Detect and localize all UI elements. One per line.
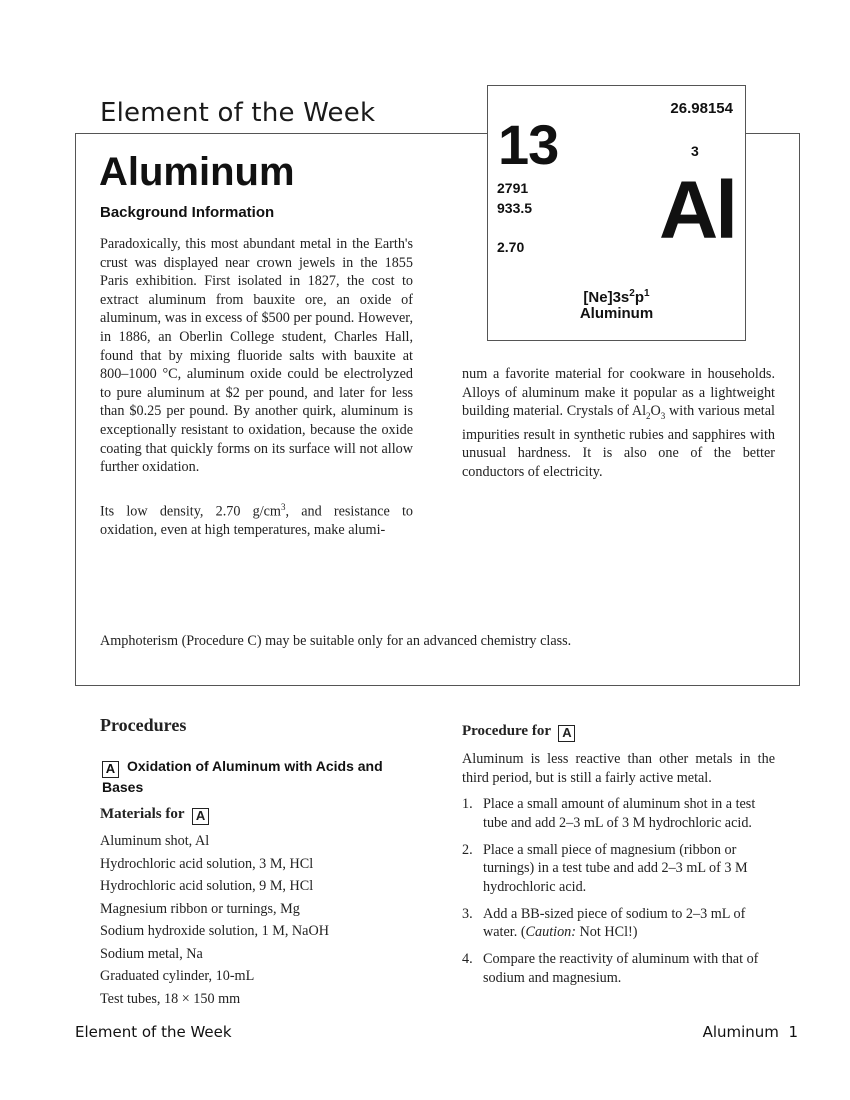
procedure-letter-badge: A [192, 808, 209, 825]
list-item: Graduated cylinder, 10-mL [100, 968, 255, 984]
materials-heading: Materials for A [100, 806, 209, 825]
periodic-element-tile [487, 85, 746, 341]
procedure-steps [462, 795, 776, 996]
list-item: 4. Compare the reactivity of aluminum with that of sodium and magnesium. [462, 951, 759, 986]
background-paragraph-1: Paradoxically, this most abundant metal in the Earth's crust was displayed near crown jewels in the 1855 Paris exhibition. First isolated in 1827, the cost to extract aluminum from bauxite ore, an oxide of aluminum, was in excess of $500 per pound. However, in 1886, an Oberlin College student, Charles Hall, found that by mixing fluoride salts with bauxite at 800–1000 °C, aluminum oxide could be electrolyzed to pure aluminum at $2 per pound, and later for less than $0.25 per pound. By another quirk, aluminum is exceptionally resistant to oxidation, because the oxide coating that quickly forms on its surface will not allow further oxidation. [100, 236, 413, 476]
procedure-for-heading: Procedure for A [462, 723, 575, 742]
list-item: Hydrochloric acid solution, 9 M, HCl [100, 878, 314, 894]
atomic-number: 13 [498, 113, 559, 176]
boiling-point: 2791 [497, 180, 529, 196]
procedures-heading: Procedures [100, 715, 187, 735]
element-symbol: Al [659, 165, 735, 256]
procedure-intro: Aluminum is less reactive than other metals in the third period, but is still a fairly active metal. [462, 751, 775, 786]
density: 2.70 [497, 239, 525, 255]
background-paragraph-3: num a favorite material for cookware in households. Alloys of aluminum make it popular as a lightweight building material. Crystals of $Al_2O_3$ with various metal impurities result in synthetic rubies and sapphires with unusual hardness. It is also one of the better conductors of electricity. [462, 366, 775, 480]
list-item: Magnesium ribbon or turnings, Mg [100, 900, 300, 917]
teacher-note: Amphoterism (Procedure C) may be suitable only for an advanced chemistry class. [100, 633, 572, 649]
list-item: Sodium metal, Na [100, 945, 203, 962]
melting-point: 933.5 [497, 200, 533, 216]
footer-series: Element of the Week [75, 1023, 232, 1041]
list-item: 2. Place a small piece of magnesium (ribbon or turnings) in a test tube and add 2–3 mL of 3 M hydrochloric acid. [462, 841, 748, 895]
atomic-mass: 26.98154 [670, 100, 733, 117]
footer-page: Aluminum 1 [702, 1023, 798, 1041]
series-title: Element of the Week [100, 98, 376, 128]
element-name: Aluminum [99, 150, 295, 194]
procedure-letter-badge: A [558, 725, 575, 742]
list-item: 3. Add a BB-sized piece of sodium to 2–3 mL of water. (Caution: Not HCl!) [462, 905, 746, 940]
list-item: Aluminum shot, Al [100, 833, 210, 849]
procedure-a-title: A Oxidation of Aluminum with Acids and Bases [102, 758, 383, 795]
background-paragraph-2: Its low density, 2.70 $g/cm^3$, and resistance to oxidation, even at high temperatures, make alumi- [100, 502, 414, 539]
electron-configuration: $[Ne]3s^2p^1$ [583, 288, 650, 306]
procedure-letter-badge: A [102, 761, 119, 778]
list-item: Sodium hydroxide solution, 1 M, NaOH [100, 923, 329, 939]
list-item: Hydrochloric acid solution, 3 M, HCl [100, 855, 314, 872]
materials-list [100, 833, 329, 1013]
tile-element-name: Aluminum [579, 305, 654, 322]
list-item: 1. Place a small amount of aluminum shot in a test tube and add 2–3 mL of 3 M hydrochloric acid. [462, 796, 756, 831]
background-heading: Background Information [100, 204, 275, 221]
valence: 3 [691, 143, 699, 159]
list-item: Test tubes, 18 × 150 mm [100, 990, 241, 1007]
